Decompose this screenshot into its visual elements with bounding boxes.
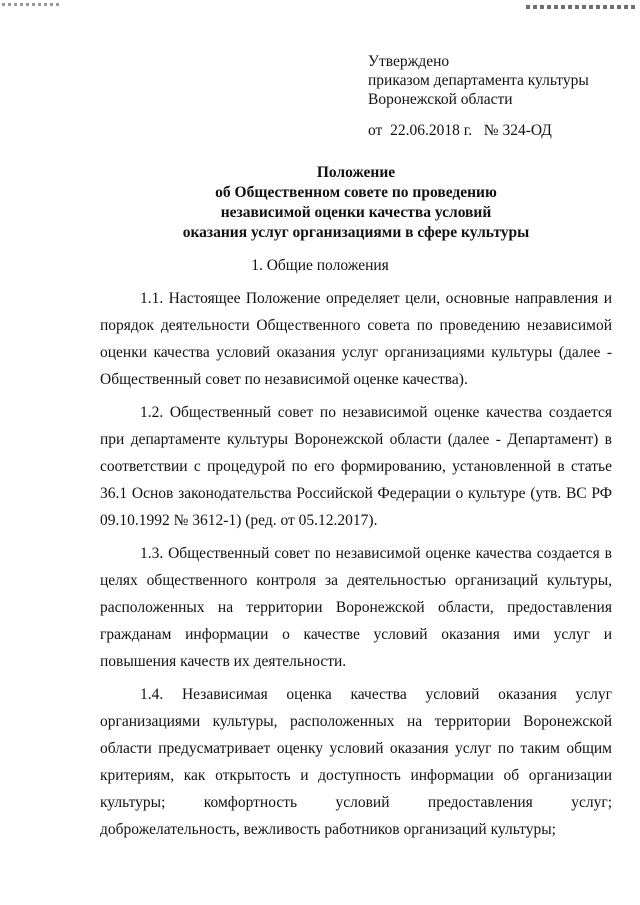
- title-line: независимой оценки качества условий: [220, 204, 492, 221]
- approval-line: Воронежской области: [368, 91, 513, 108]
- approval-line: приказом департамента культуры: [368, 72, 589, 89]
- paragraph-1-3: 1.3. Общественный совет по независимой оценке качества создается в целях общественного контроля за деятельностью организаций культуры, расположенных на территории Воронежской области, предоставления гражданам информации о качестве условий оказания ими услуг и повышения качеств их деятельности.: [100, 545, 612, 670]
- paragraph-1-4: 1.4. Независимая оценка качества условий оказания услуг организациями культуры, расположенных на территории Воронежской области предусматривает оценку условий оказания услуг по таким общим критериям, как открытость и доступность информации об организации культуры; комфортность условий предоставления услуг; доброжелательность, вежливость работников организаций культуры;: [100, 686, 612, 838]
- title-line: оказания услуг организациями в сфере культуры: [182, 224, 530, 241]
- paragraph-1-2: 1.2. Общественный совет по независимой оценке качества создается при департаменте культуры Воронежской области (далее - Департамент) в соответствии с процедурой по его формированию, установленной в статье 36.1 Основ законодательства Российской Федерации о культуре (утв. ВС РФ 09.10.1992 № 3612-1) (ред. от 05.12.2017).: [100, 404, 612, 529]
- title-line: об Общественном совете по проведению: [215, 184, 497, 201]
- approval-line: Утверждено: [368, 53, 450, 70]
- scan-artifact-right: [526, 5, 636, 9]
- title-line: Положение: [316, 164, 396, 181]
- section-heading: 1. Общие положения: [251, 257, 389, 274]
- paragraph-1-1: 1.1. Настоящее Положение определяет цели, основные направления и порядок деятельности Общественного совета по проведению независимой оценки качества условий оказания услуг организациями культуры (далее - Общественный совет по независимой оценке качества).: [100, 290, 612, 388]
- approval-date: от 22.06.2018 г. № 324-ОД: [368, 122, 552, 139]
- document-body: [100, 285, 612, 849]
- approval-block: [368, 52, 589, 140]
- document-title: [100, 163, 612, 243]
- scan-artifact-left: [2, 3, 62, 6]
